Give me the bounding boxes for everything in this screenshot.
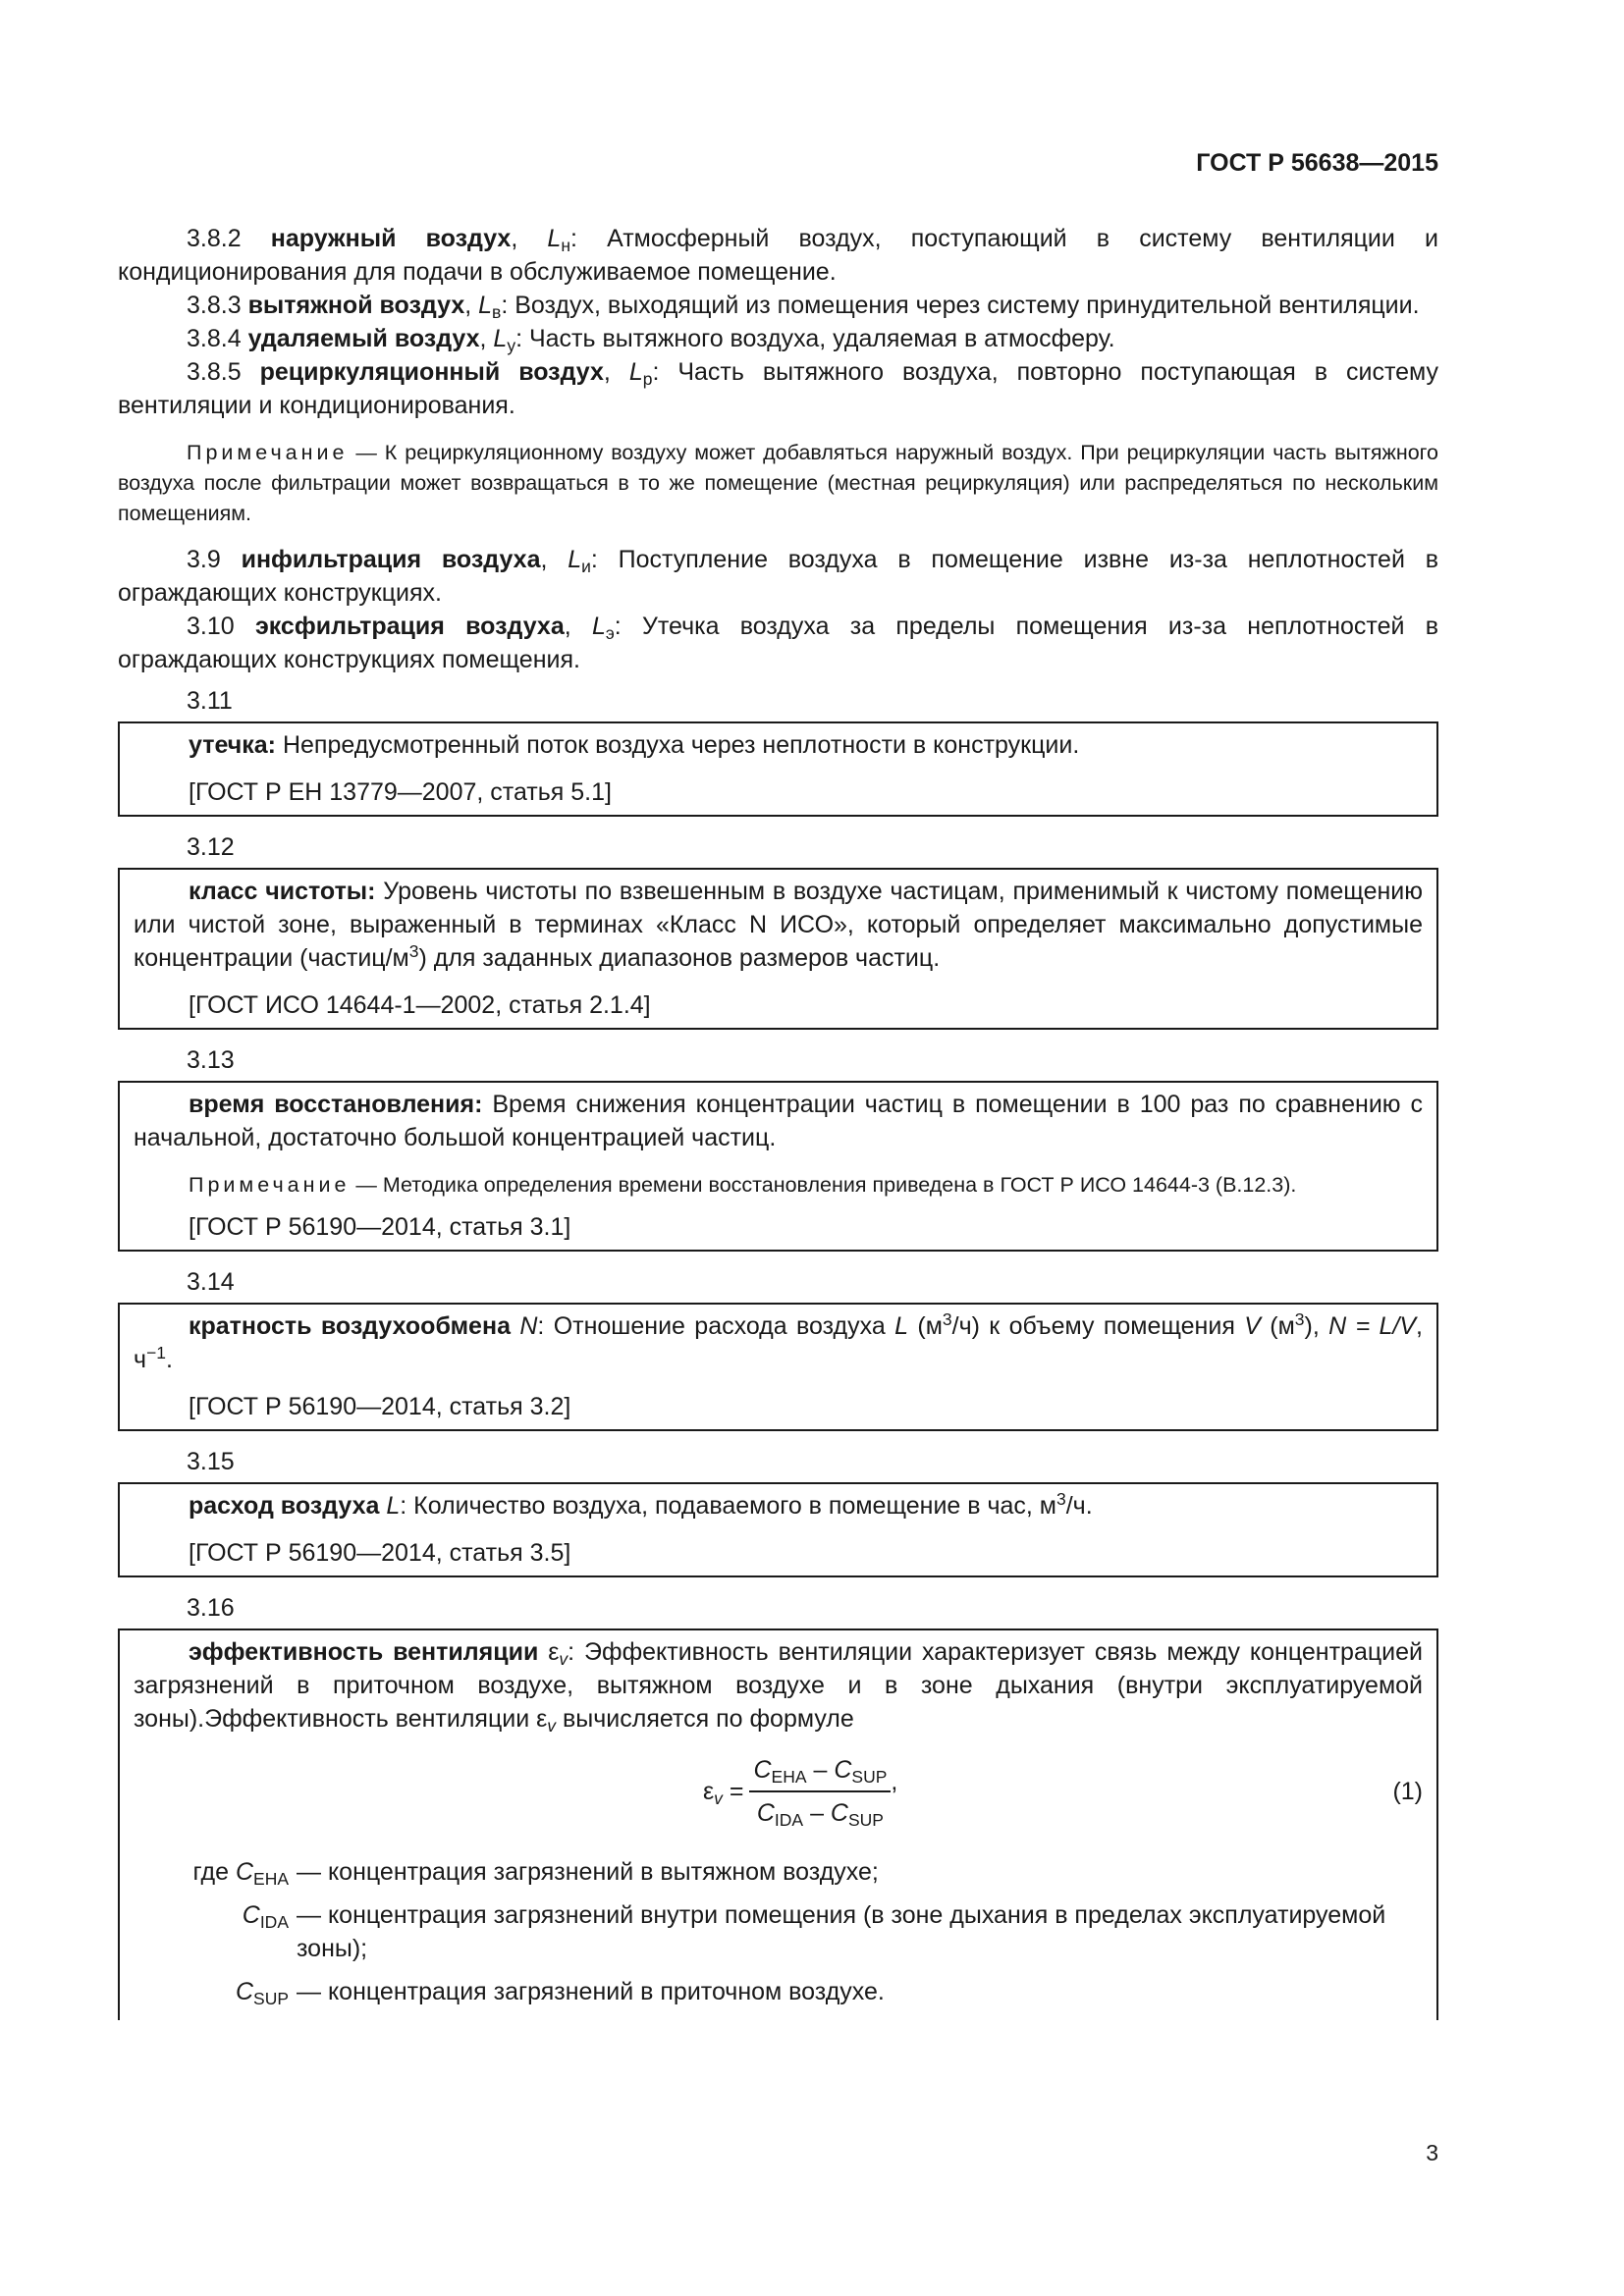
term-symbol-sub: у: [507, 336, 516, 355]
legend-description: — концентрация загрязнений в приточном воздухе.: [297, 1978, 885, 2005]
text-fragment: ),: [1304, 1312, 1320, 1340]
note-recirculation: [118, 438, 1438, 529]
term-number-3-14: 3.14: [187, 1268, 235, 1296]
term-number: 3.8.5: [187, 358, 242, 386]
term-title: эффективность вентиляции: [189, 1638, 539, 1666]
symbol-L: L: [894, 1312, 909, 1340]
page-number: 3: [1426, 2140, 1438, 2165]
term-number: 3.9: [187, 546, 221, 573]
sym-sub: IDA: [259, 1912, 289, 1932]
term-definition: : Часть вытяжного воздуха, повторно поступающая в систему вентиляции и кондиционирования.: [118, 358, 1438, 419]
note-text: — К рециркуляционному воздуху может добавляться наружный воздух. При рециркуляции часть вытяжного воздуха после фильтрации может возвращаться в то же помещение (местная рециркуляция) или распределяться по нескольким помещениям.: [118, 441, 1438, 525]
term-definition: : Утечка воздуха за пределы помещения из-за неплотностей в ограждающих конструкциях помещения.: [118, 613, 1439, 673]
term-symbol: L: [386, 1492, 401, 1520]
term-symbol: L: [493, 325, 508, 352]
term-box-3-16: [118, 1629, 1438, 2020]
term-title: удаляемый воздух: [247, 325, 480, 352]
term-symbol: L: [478, 292, 493, 319]
text-fragment: (м: [908, 1312, 943, 1340]
den-c1: C: [756, 1799, 775, 1827]
denominator: [753, 1792, 888, 1830]
sym: C: [235, 1858, 254, 1886]
term-number: 3.8.4: [187, 325, 242, 352]
term-definition: : Атмосферный воздух, поступающий в систему вентиляции и кондиционирования для подачи в обслуживаемое помещение.: [118, 225, 1438, 286]
document-body: [118, 222, 1438, 2034]
inline-symbol-sub: v: [547, 1716, 557, 1735]
where-word: где: [192, 1858, 229, 1886]
num-c2: C: [834, 1756, 852, 1784]
term-reference: [ГОСТ Р 56190—2014, статья 3.1]: [189, 1213, 571, 1241]
term-title: класс чистоты:: [189, 878, 376, 905]
term-3-8-2: 3.8.2 наружный воздух, $L_н$: Атмосферный воздух, поступающий в систему вентиляции и кондиционирования для подачи в обслуживаемое помещение.: [118, 225, 1438, 286]
term-box-3-11: [118, 721, 1438, 817]
term-number: 3.10: [187, 613, 235, 640]
num-c1-sub: EHA: [771, 1767, 807, 1787]
term-title: наружный воздух: [270, 225, 512, 252]
minus-sign: –: [813, 1756, 828, 1784]
term-symbol: ε: [548, 1638, 560, 1666]
term-note: [134, 1170, 1423, 1201]
legend-description: — концентрация загрязнений в вытяжном воздухе;: [297, 1858, 879, 1886]
text-fragment: /ч.: [1065, 1492, 1093, 1520]
term-symbol-sub: э: [605, 623, 615, 643]
term-symbol: L: [628, 358, 643, 386]
equals-sign: =: [729, 1778, 744, 1805]
formula-1: [134, 1753, 1423, 1843]
term-symbol: L: [568, 546, 582, 573]
term-symbol-sub: в: [492, 302, 502, 322]
formula-comma: ,: [891, 1768, 898, 1795]
term-3-10: 3.10 эксфильтрация воздуха, $L_э$: Утечка воздуха за пределы помещения из-за неплотностей в ограждающих конструкциях помещения.: [118, 613, 1439, 673]
term-number-3-16: 3.16: [187, 1594, 235, 1622]
term-reference: [ГОСТ Р 56190—2014, статья 3.5]: [189, 1539, 571, 1567]
term-box-3-14: [118, 1303, 1438, 1431]
term-title: вытяжной воздух: [247, 292, 465, 319]
term-3-14: [134, 1309, 1423, 1376]
formula-number: (1): [1392, 1778, 1423, 1805]
num-c1: C: [753, 1756, 772, 1784]
term-definition: : Часть вытяжного воздуха, удаляемая в атмосферу.: [515, 325, 1115, 352]
sym-sub: EHA: [253, 1869, 289, 1889]
standard-designation: ГОСТ Р 56638—2015: [1196, 149, 1438, 177]
term-3-8-3: 3.8.3 вытяжной воздух, $L_в$: Воздух, выходящий из помещения через систему принудительной вентиляции.: [187, 292, 1420, 322]
term-3-12: [134, 875, 1423, 975]
term-number-3-15: 3.15: [187, 1448, 235, 1475]
term-definition: : Количество воздуха, подаваемого в помещение в час, м: [400, 1492, 1056, 1520]
superscript: 3: [1294, 1309, 1305, 1329]
term-definition: Уровень чистоты по взвешенным в воздухе частицам, применимый к чистому помещению или чистой зоне, выраженный в терминах «Класс N ИСО», который определяет максимально допустимые концентрации (частиц/м: [134, 878, 1424, 972]
note-label: Примечание: [187, 441, 349, 464]
lhs-sub: v: [714, 1789, 723, 1808]
inline-symbol: ε: [536, 1705, 548, 1733]
term-3-8-4: 3.8.4 удаляемый воздух, $L_у$: Часть вытяжного воздуха, удаляемая в атмосферу.: [187, 325, 1115, 355]
inline-formula: N = L/V: [1328, 1312, 1417, 1340]
text-fragment: .: [165, 1346, 173, 1373]
den-c2-sub: SUP: [847, 1810, 884, 1830]
text-fragment: (м: [1260, 1312, 1295, 1340]
term-symbol: L: [547, 225, 562, 252]
term-definition-cont: вычисляется по формуле: [556, 1705, 854, 1733]
superscript: 3: [1056, 1489, 1066, 1509]
formula-legend: [134, 1855, 1423, 2008]
formula-lhs: [703, 1775, 743, 1808]
legend-symbol: [134, 1975, 297, 2008]
sym: C: [242, 1901, 260, 1929]
num-c2-sub: SUP: [851, 1767, 888, 1787]
term-title: эксфильтрация воздуха: [254, 613, 565, 640]
minus-sign: –: [810, 1799, 824, 1827]
term-symbol-sub: н: [561, 236, 570, 255]
symbol-V: V: [1244, 1312, 1261, 1340]
term-number: 3.8.3: [187, 292, 242, 319]
term-definition-cont: ) для заданных диапазонов размеров частиц.: [418, 944, 941, 972]
term-reference: [ГОСТ Р 56190—2014, статья 3.2]: [189, 1393, 571, 1420]
fraction-stack: [749, 1753, 891, 1830]
note-text: — Методика определения времени восстановления приведена в ГОСТ Р ИСО 14644-3 (В.12.3).: [350, 1173, 1297, 1197]
term-definition: Непредусмотренный поток воздуха через неплотности в конструкции.: [276, 731, 1080, 759]
superscript: 3: [942, 1309, 952, 1329]
term-symbol-sub: v: [559, 1649, 568, 1669]
term-number-3-12: 3.12: [187, 833, 235, 861]
lhs-symbol: ε: [703, 1778, 715, 1805]
term-number: 3.8.2: [187, 225, 242, 252]
term-title: расход воздуха: [189, 1492, 380, 1520]
term-symbol-sub: р: [642, 369, 653, 389]
term-title: кратность воздухообмена: [189, 1312, 511, 1340]
superscript: 3: [408, 941, 419, 961]
term-definition: : Отношение расхода воздуха: [537, 1312, 895, 1340]
term-reference: [ГОСТ Р ЕН 13779—2007, статья 5.1]: [189, 778, 612, 806]
term-reference: [ГОСТ ИСО 14644-1—2002, статья 2.1.4]: [189, 991, 651, 1019]
term-symbol-sub: и: [581, 557, 591, 576]
den-c2: C: [830, 1799, 848, 1827]
term-3-11: [134, 728, 1423, 762]
term-definition: : Поступление воздуха в помещение извне из-за неплотностей в ограждающих конструкциях.: [118, 546, 1438, 607]
numerator: [749, 1753, 891, 1792]
term-3-15: [134, 1489, 1423, 1522]
term-number-3-11: 3.11: [187, 687, 233, 715]
term-definition: : Воздух, выходящий из помещения через систему принудительной вентиляции.: [501, 292, 1420, 319]
text-fragment: , ч: [134, 1312, 1423, 1373]
term-3-9: 3.9 инфильтрация воздуха, $L_и$: Поступление воздуха в помещение извне из-за неплотностей в ограждающих конструкциях.: [118, 546, 1438, 607]
term-title: время восстановления:: [189, 1091, 483, 1118]
term-number-3-13: 3.13: [187, 1046, 235, 1074]
term-symbol: L: [591, 613, 606, 640]
legend-symbol: [134, 1855, 297, 1889]
term-title: инфильтрация воздуха: [241, 546, 541, 573]
term-title: рециркуляционный воздух: [259, 358, 604, 386]
den-c1-sub: IDA: [774, 1810, 804, 1830]
superscript: −1: [146, 1343, 166, 1362]
text-fragment: /ч) к объему помещения: [951, 1312, 1245, 1340]
legend-symbol: [134, 1898, 297, 1965]
note-label: Примечание: [189, 1173, 351, 1197]
sym: C: [235, 1978, 254, 2005]
term-3-16: [134, 1635, 1423, 1735]
term-3-13: [134, 1088, 1423, 1154]
term-3-8-5: 3.8.5 рециркуляционный воздух, $L_р$: Часть вытяжного воздуха, повторно поступающая в систему вентиляции и кондиционирования.: [118, 358, 1438, 419]
sym-sub: SUP: [253, 1989, 289, 2008]
term-definition: Время снижения концентрации частиц в помещении в 100 раз по сравнению с начальной, достаточно большой концентрацией частиц.: [134, 1091, 1423, 1151]
fraction: [703, 1753, 897, 1830]
term-box-3-15: [118, 1482, 1438, 1577]
term-title: утечка:: [189, 731, 276, 759]
legend-description: — концентрация загрязнений внутри помещения (в зоне дыхания в пределах эксплуатируемой зоны);: [297, 1901, 1386, 1962]
term-box-3-12: [118, 868, 1438, 1030]
term-symbol: N: [519, 1312, 538, 1340]
term-definition: : Эффективность вентиляции характеризует связь между концентрацией загрязнений в приточном воздухе, вытяжном воздухе и в зоне дыхания (внутри эксплуатируемой зоны).Эффективность вентиляции: [134, 1638, 1423, 1733]
term-box-3-13: [118, 1081, 1438, 1252]
